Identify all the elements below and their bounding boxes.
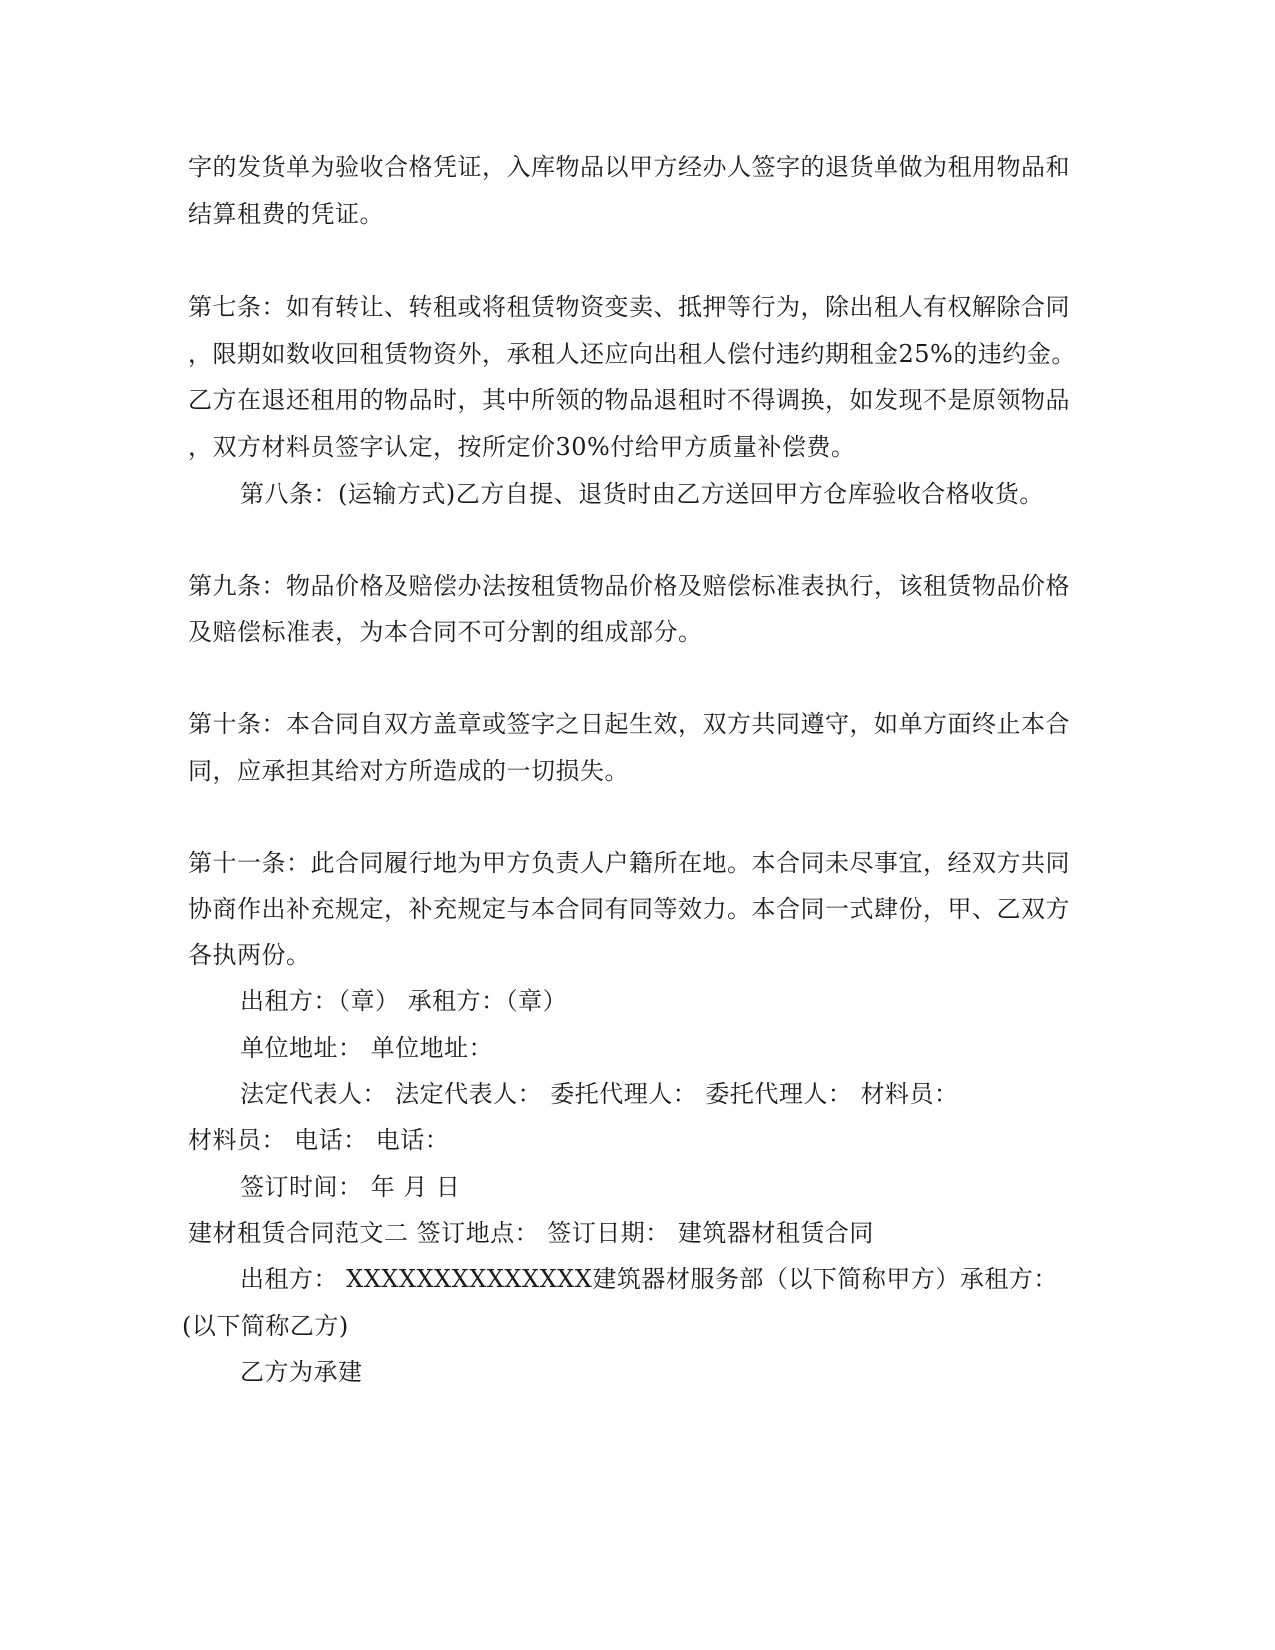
article-9-line: 第九条：物品价格及赔偿办法按租赁物品价格及赔偿标准表执行，该租赁物品价格 [188,572,1070,600]
article-8-line: 第八条：(运输方式)乙方自提、退货时由乙方送回甲方仓库验收合格收货。 [240,480,1044,508]
lessor-line: 出租方： XXXXXXXXXXXXXX建筑器材服务部（以下简称甲方）承租方： [240,1265,1058,1293]
phone-line: 材料员： 电话： 电话： [188,1126,450,1154]
article-11-line: 第十一条：此合同履行地为甲方负责人户籍所在地。本合同未尽事宜，经双方共同 [188,849,1070,877]
article-7-line: 第七条：如有转让、转租或将租赁物资变卖、抵押等行为，除出租人有权解除合同 [188,293,1070,321]
text-line: ，双方材料员签字认定，按所定价30%付给甲方质量补偿费。 [188,433,856,461]
text-line: 结算租费的凭证。 [188,200,384,228]
address-line: 单位地址： 单位地址： [240,1034,494,1062]
text-line: (以下简称乙方) [182,1312,349,1340]
representative-line: 法定代表人： 法定代表人： 委托代理人： 委托代理人： 材料员： [240,1080,959,1108]
text-line: 各执两份。 [188,941,311,969]
parties-line: 出租方：（章） 承租方：（章） [240,987,568,1015]
text-line: 字的发货单为验收合格凭证，入库物品以甲方经办人签字的退货单做为租用物品和 [188,153,1070,181]
text-line: ，限期如数收回租赁物资外，承租人还应向出租人偿付违约期租金25%的违约金。 [188,340,1076,368]
text-line: 协商作出补充规定，补充规定与本合同有同等效力。本合同一式肆份，甲、乙双方 [188,895,1070,923]
sample-two-heading: 建材租赁合同范文二 签订地点： 签订日期： 建筑器材租赁合同 [188,1219,874,1247]
text-line: 及赔偿标准表，为本合同不可分割的组成部分。 [188,618,703,646]
article-10-line: 第十条：本合同自双方盖章或签字之日起生效，双方共同遵守，如单方面终止本合 [188,710,1070,738]
text-line: 乙方在退还租用的物品时，其中所领的物品退租时不得调换，如发现不是原领物品 [188,386,1070,414]
text-line: 同，应承担其给对方所造成的一切损失。 [188,757,629,785]
text-line: 乙方为承建 [240,1358,363,1386]
sign-date-line: 签订时间： 年 月 日 [240,1173,461,1201]
